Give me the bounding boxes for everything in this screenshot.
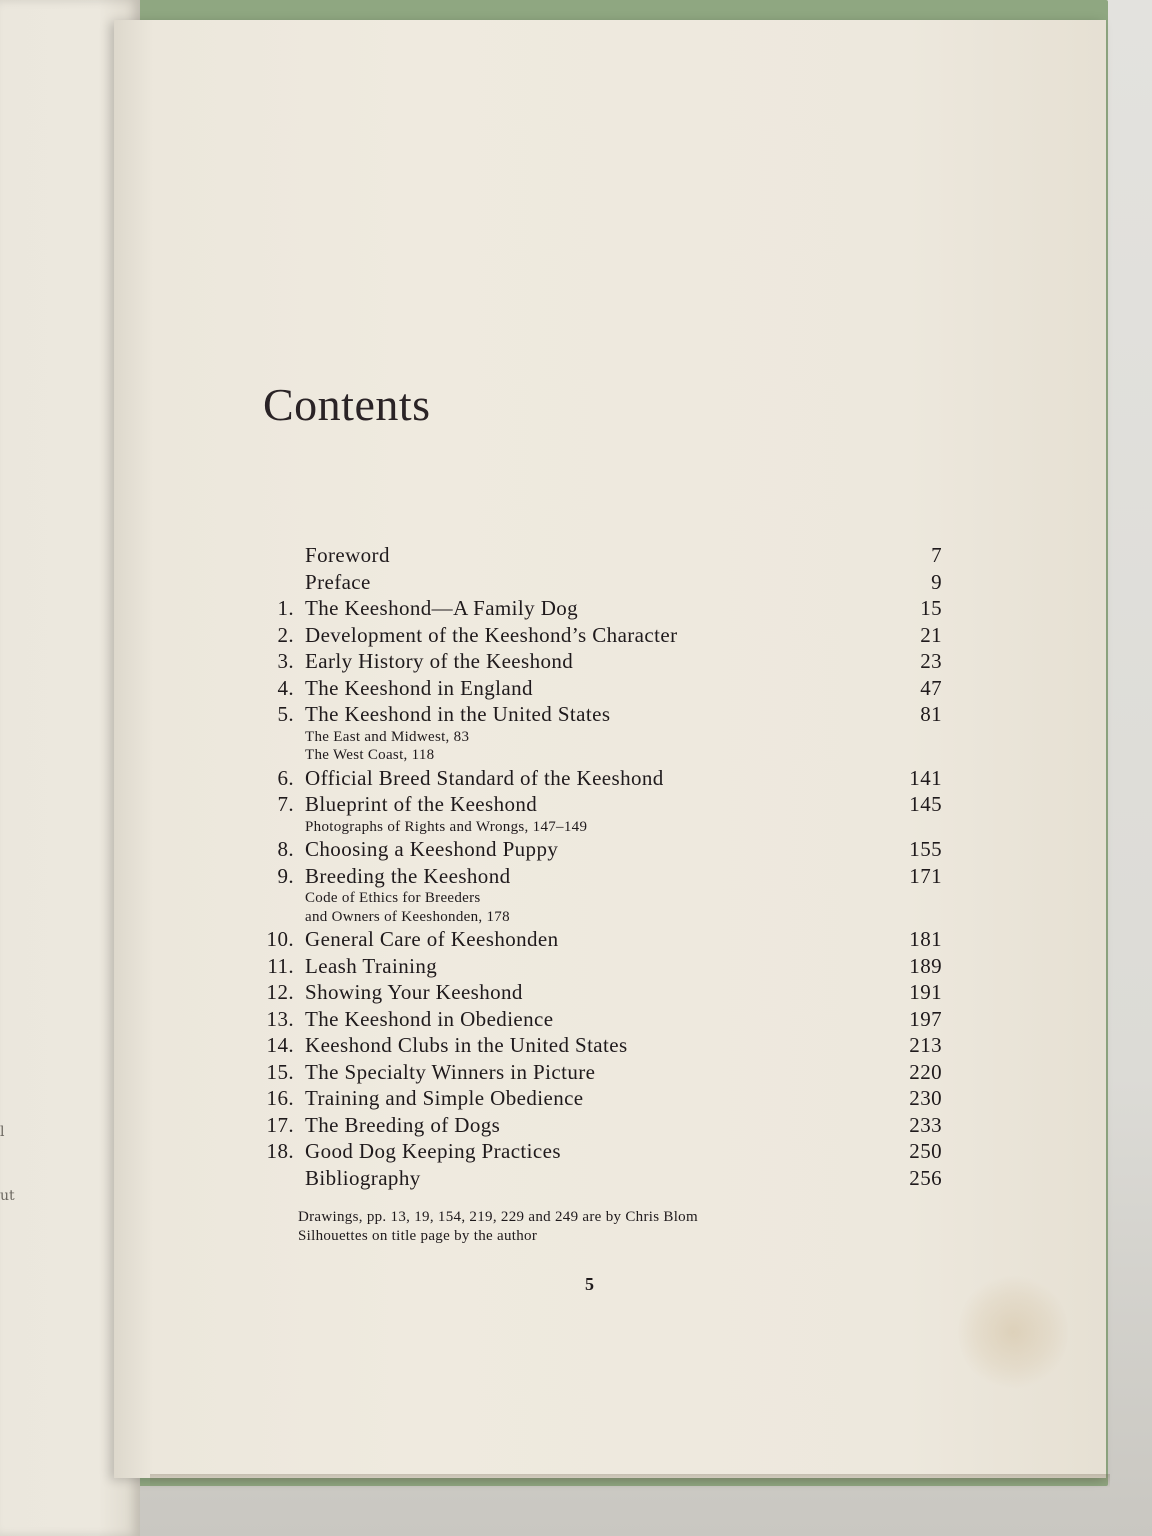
toc-chapter-number: 7. — [277, 792, 294, 816]
toc-chapter-number: 5. — [277, 702, 294, 726]
toc-chapter-number: 11. — [267, 953, 294, 978]
toc-chapter-title: The Keeshond in England — [305, 675, 533, 700]
toc-page-number: 191 — [909, 980, 942, 1004]
toc-chapter-number: 9. — [277, 863, 294, 888]
toc-page-number: 213 — [909, 1033, 942, 1057]
toc-page-number: 233 — [909, 1112, 942, 1137]
toc-page-number: 21 — [920, 622, 942, 647]
toc-entry — [260, 1113, 950, 1140]
toc-chapter-title: The Keeshond—A Family Dog — [305, 596, 579, 620]
toc-page-number: 15 — [920, 596, 942, 620]
toc-chapter-title: Official Breed Standard of the Keeshond — [305, 765, 664, 790]
toc-chapter-title: Development of the Keeshond’s Character — [305, 622, 678, 647]
toc-page-number: 197 — [909, 1006, 942, 1031]
toc-chapter-number: 16. — [266, 1086, 294, 1110]
toc-entry — [260, 792, 950, 819]
toc-entry — [260, 676, 950, 703]
toc-subentry: and Owners of Keeshonden, 178 — [305, 908, 510, 925]
toc-chapter-title: Breeding the Keeshond — [305, 863, 511, 888]
credit-line: Silhouettes on title page by the author — [298, 1228, 538, 1244]
toc-page-number: 181 — [909, 927, 942, 951]
toc-page-number: 155 — [909, 837, 942, 861]
toc-entry — [260, 980, 950, 1007]
toc-page-number: 189 — [909, 953, 942, 978]
toc-chapter-title: The Breeding of Dogs — [305, 1112, 501, 1137]
toc-page-number: 47 — [920, 675, 942, 700]
toc-chapter-number: 15. — [266, 1059, 294, 1084]
toc-chapter-title: The Specialty Winners in Picture — [305, 1059, 596, 1084]
toc-entry — [260, 927, 950, 954]
toc-entry — [260, 766, 950, 793]
toc-chapter-number: 12. — [266, 980, 294, 1004]
toc-page-number: 145 — [909, 792, 942, 816]
left-page-fragment: ut — [0, 1188, 15, 1204]
toc-chapter-title: The Keeshond in Obedience — [305, 1006, 554, 1031]
toc-chapter-title: Keeshond Clubs in the United States — [305, 1033, 628, 1057]
toc-page-number: 23 — [920, 649, 942, 673]
toc-chapter-title: Leash Training — [305, 953, 438, 978]
toc-chapter-title: General Care of Keeshonden — [305, 927, 559, 951]
toc-entry — [260, 1033, 950, 1060]
illustration-credits — [298, 1208, 698, 1246]
toc-chapter-title: Early History of the Keeshond — [305, 649, 574, 673]
toc-chapter-number: 3. — [277, 649, 294, 673]
toc-entry — [260, 1086, 950, 1113]
toc-chapter-title: Foreword — [305, 543, 390, 567]
toc-subentry: The East and Midwest, 83 — [305, 728, 470, 745]
toc-chapter-title: Blueprint of the Keeshond — [305, 792, 538, 816]
toc-chapter-number: 13. — [266, 1006, 294, 1031]
toc-page-number: 7 — [931, 543, 942, 567]
toc-chapter-title: Bibliography — [305, 1165, 421, 1190]
toc-page-number: 141 — [909, 765, 942, 790]
toc-subentry: The West Coast, 118 — [305, 747, 435, 763]
toc-entry — [260, 570, 950, 597]
toc-subentry: Photographs of Rights and Wrongs, 147–149 — [305, 818, 588, 835]
toc-entry — [260, 864, 950, 891]
toc-chapter-number: 2. — [277, 622, 294, 647]
table-of-contents — [260, 543, 950, 1192]
toc-entry — [260, 954, 950, 981]
toc-chapter-title: Preface — [305, 569, 371, 594]
toc-entry — [260, 649, 950, 676]
toc-chapter-number: 6. — [277, 765, 294, 790]
toc-page-number: 256 — [909, 1165, 942, 1190]
toc-entry — [260, 1139, 950, 1166]
page-number: 5 — [585, 1274, 594, 1294]
toc-chapter-number: 4. — [277, 675, 294, 700]
left-page-fragment: l — [0, 1124, 5, 1140]
toc-entry — [260, 837, 950, 864]
toc-chapter-number: 14. — [266, 1033, 294, 1057]
toc-subentry: Code of Ethics for Breeders — [305, 890, 481, 906]
toc-entry — [260, 596, 950, 623]
page-shadow — [150, 1474, 1110, 1488]
toc-chapter-number: 17. — [266, 1112, 294, 1137]
credit-line: Drawings, pp. 13, 19, 154, 219, 229 and 249 are by Chris Blom — [298, 1209, 698, 1225]
toc-chapter-number: 8. — [277, 837, 294, 861]
toc-entry — [260, 623, 950, 650]
toc-entry — [260, 1007, 950, 1034]
toc-page-number: 230 — [909, 1086, 942, 1110]
toc-page-number: 9 — [931, 569, 942, 594]
toc-page-number: 171 — [909, 863, 942, 888]
toc-entry — [260, 1166, 950, 1193]
toc-page-number: 220 — [909, 1059, 942, 1084]
toc-chapter-title: Showing Your Keeshond — [305, 980, 523, 1004]
toc-page-number: 250 — [909, 1139, 942, 1163]
toc-chapter-number: 10. — [266, 927, 294, 951]
toc-page-number: 81 — [920, 702, 942, 726]
toc-entry — [260, 1060, 950, 1087]
toc-chapter-number: 1. — [277, 596, 294, 620]
toc-chapter-title: The Keeshond in the United States — [305, 702, 611, 726]
page-stain — [958, 1272, 1068, 1392]
toc-chapter-number: 18. — [266, 1139, 294, 1163]
toc-entry — [260, 543, 950, 570]
toc-entry — [260, 702, 950, 729]
toc-chapter-title: Choosing a Keeshond Puppy — [305, 837, 559, 861]
toc-chapter-title: Good Dog Keeping Practices — [305, 1139, 561, 1163]
toc-chapter-title: Training and Simple Obedience — [305, 1086, 584, 1110]
page-title: Contents — [263, 379, 431, 430]
